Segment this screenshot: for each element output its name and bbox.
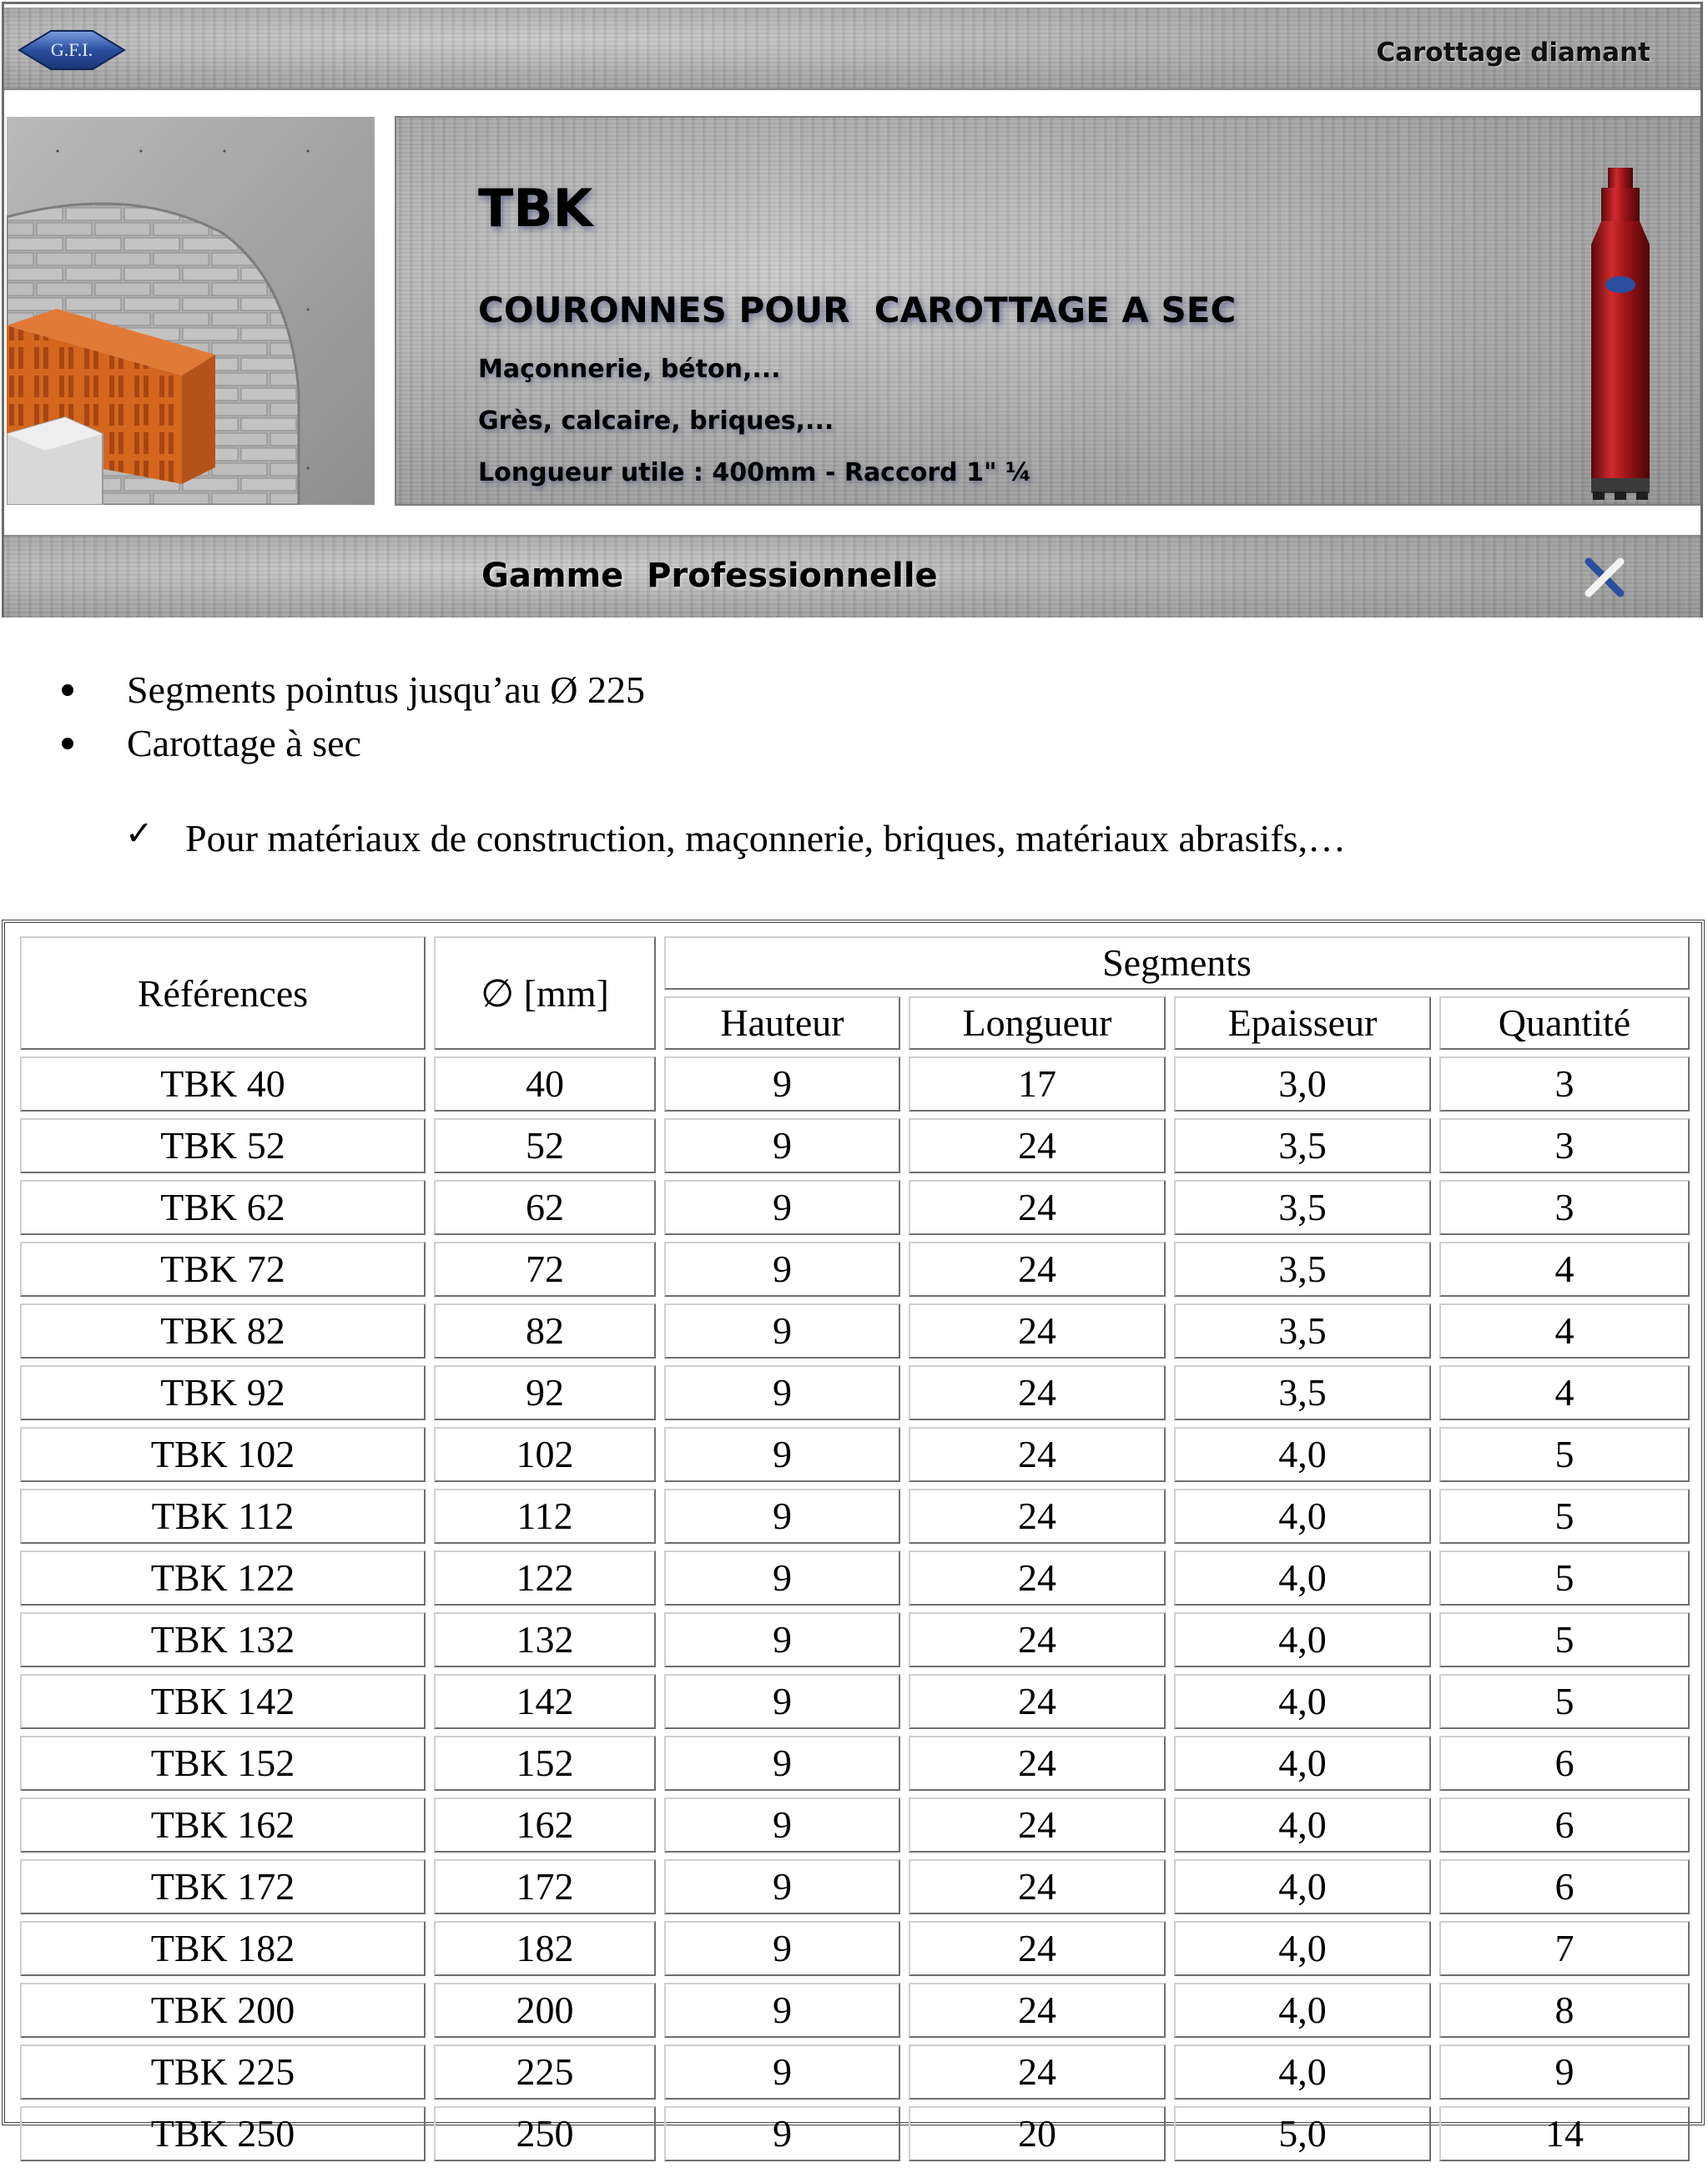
product-header-panel [395, 116, 1701, 506]
cell-epaisseur: 4,0 [1174, 1736, 1431, 1791]
gfi-logo-text: G.F.I. [50, 39, 93, 60]
list-item-text: Carottage à sec [127, 722, 361, 764]
cell-longueur: 24 [909, 1736, 1166, 1791]
cell-quantite: 14 [1439, 2106, 1690, 2161]
table-row [20, 1365, 1690, 1420]
cell-reference: TBK 152 [20, 1736, 426, 1791]
cell-epaisseur: 3,5 [1174, 1303, 1431, 1359]
cell-reference: TBK 92 [20, 1365, 426, 1420]
cell-diameter: 182 [434, 1921, 656, 1976]
cell-epaisseur: 4,0 [1174, 1674, 1431, 1729]
list-item [127, 668, 645, 712]
cell-diameter: 225 [434, 2044, 656, 2100]
specifications-table-frame [2, 920, 1705, 2155]
cell-longueur: 24 [909, 2044, 1166, 2100]
cell-hauteur: 9 [664, 2106, 900, 2161]
cell-diameter: 152 [434, 1736, 656, 1791]
table-row [20, 1797, 1690, 1853]
cell-hauteur: 9 [664, 1489, 900, 1544]
cell-quantite: 4 [1439, 1303, 1690, 1359]
product-subtitle: COURONNES POUR CAROTTAGE A SEC [478, 290, 1237, 330]
cell-hauteur: 9 [664, 1859, 900, 1914]
cell-epaisseur: 4,0 [1174, 1859, 1431, 1914]
cell-longueur: 24 [909, 1859, 1166, 1914]
cell-epaisseur: 4,0 [1174, 1612, 1431, 1667]
cell-diameter: 52 [434, 1118, 656, 1173]
cell-epaisseur: 4,0 [1174, 1921, 1431, 1976]
cell-longueur: 24 [909, 1797, 1166, 1853]
check-item-text: Pour matériaux de construction, maçonnerie, briques, matériaux abrasifs,… [185, 817, 1347, 860]
cell-reference: TBK 122 [20, 1550, 426, 1606]
cell-reference: TBK 162 [20, 1797, 426, 1853]
cell-diameter: 172 [434, 1859, 656, 1914]
cell-longueur: 20 [909, 2106, 1166, 2161]
cell-diameter: 82 [434, 1303, 656, 1359]
specifications-table [12, 930, 1698, 2168]
header-segments: Segments [664, 936, 1690, 990]
cell-longueur: 24 [909, 1365, 1166, 1420]
table-header-row [20, 936, 1690, 990]
cell-epaisseur: 3,0 [1174, 1056, 1431, 1112]
cell-epaisseur: 4,0 [1174, 2044, 1431, 2100]
feature-line: Longueur utile : 400mm - Raccord 1" ¼ [478, 458, 1032, 487]
cell-quantite: 8 [1439, 1983, 1690, 2038]
list-item-text: Segments pointus jusqu’au Ø 225 [127, 668, 645, 711]
cell-reference: TBK 172 [20, 1859, 426, 1914]
cell-longueur: 24 [909, 1921, 1166, 1976]
cell-epaisseur: 3,5 [1174, 1118, 1431, 1173]
feature-line: Maçonnerie, béton,... [478, 355, 781, 384]
cell-epaisseur: 3,5 [1174, 1365, 1431, 1420]
table-row [20, 1736, 1690, 1791]
table-row [20, 1180, 1690, 1235]
cell-hauteur: 9 [664, 1118, 900, 1173]
cell-epaisseur: 3,5 [1174, 1242, 1431, 1297]
bullet-icon [62, 738, 73, 749]
cell-hauteur: 9 [664, 1303, 900, 1359]
cell-longueur: 24 [909, 1303, 1166, 1359]
core-drill-image [1583, 168, 1658, 502]
cell-quantite: 5 [1439, 1674, 1690, 1729]
cell-hauteur: 9 [664, 1242, 900, 1297]
cell-reference: TBK 62 [20, 1180, 426, 1235]
cell-hauteur: 9 [664, 1612, 900, 1667]
table-body [20, 1056, 1690, 2161]
cell-reference: TBK 250 [20, 2106, 426, 2161]
cell-reference: TBK 200 [20, 1983, 426, 2038]
banner-top-strip [4, 8, 1700, 90]
checkmark-icon: ✓ [125, 814, 154, 853]
cell-quantite: 5 [1439, 1550, 1690, 1606]
bullet-icon [62, 684, 73, 696]
cell-quantite: 4 [1439, 1242, 1690, 1297]
cell-quantite: 5 [1439, 1612, 1690, 1667]
cell-diameter: 72 [434, 1242, 656, 1297]
table-row [20, 1489, 1690, 1544]
cell-longueur: 24 [909, 1674, 1166, 1729]
cell-diameter: 92 [434, 1365, 656, 1420]
list-item [127, 721, 361, 765]
cell-quantite: 3 [1439, 1118, 1690, 1173]
header-hauteur: Hauteur [664, 996, 900, 1050]
cell-longueur: 24 [909, 1550, 1166, 1606]
cell-reference: TBK 102 [20, 1427, 426, 1482]
cell-epaisseur: 4,0 [1174, 1427, 1431, 1482]
product-title: TBK [478, 178, 593, 239]
crossed-tools-icon [1582, 555, 1627, 600]
cell-epaisseur: 4,0 [1174, 1550, 1431, 1606]
cell-diameter: 200 [434, 1983, 656, 2038]
cell-epaisseur: 4,0 [1174, 1983, 1431, 2038]
cell-longueur: 24 [909, 1612, 1166, 1667]
cell-diameter: 122 [434, 1550, 656, 1606]
table-row [20, 2106, 1690, 2161]
cell-epaisseur: 3,5 [1174, 1180, 1431, 1235]
table-row [20, 1118, 1690, 1173]
cell-epaisseur: 4,0 [1174, 1489, 1431, 1544]
cell-diameter: 142 [434, 1674, 656, 1729]
feature-line: Grès, calcaire, briques,... [478, 406, 834, 436]
masonry-photo [7, 117, 375, 505]
cell-quantite: 6 [1439, 1736, 1690, 1791]
cell-quantite: 3 [1439, 1056, 1690, 1112]
cell-reference: TBK 52 [20, 1118, 426, 1173]
cell-hauteur: 9 [664, 1736, 900, 1791]
cell-hauteur: 9 [664, 1797, 900, 1853]
product-banner [2, 2, 1703, 618]
table-row [20, 1859, 1690, 1914]
cell-longueur: 24 [909, 1118, 1166, 1173]
cell-diameter: 40 [434, 1056, 656, 1112]
cell-hauteur: 9 [664, 1056, 900, 1112]
table-row [20, 2044, 1690, 2100]
table-row [20, 1983, 1690, 2038]
cell-quantite: 6 [1439, 1859, 1690, 1914]
cell-epaisseur: 4,0 [1174, 1797, 1431, 1853]
table-row [20, 1612, 1690, 1667]
check-list-item [125, 814, 1347, 860]
cell-diameter: 102 [434, 1427, 656, 1482]
cell-hauteur: 9 [664, 1921, 900, 1976]
cell-quantite: 5 [1439, 1427, 1690, 1482]
cell-reference: TBK 142 [20, 1674, 426, 1729]
cell-hauteur: 9 [664, 1983, 900, 2038]
cell-hauteur: 9 [664, 1180, 900, 1235]
gfi-logo [18, 28, 126, 73]
cell-reference: TBK 225 [20, 2044, 426, 2100]
cell-quantite: 9 [1439, 2044, 1690, 2100]
cell-hauteur: 9 [664, 1427, 900, 1482]
table-row [20, 1303, 1690, 1359]
header-quantite: Quantité [1439, 996, 1690, 1050]
cell-quantite: 5 [1439, 1489, 1690, 1544]
cell-diameter: 62 [434, 1180, 656, 1235]
cell-longueur: 24 [909, 1180, 1166, 1235]
cell-quantite: 4 [1439, 1365, 1690, 1420]
cell-diameter: 250 [434, 2106, 656, 2161]
cell-diameter: 132 [434, 1612, 656, 1667]
cell-hauteur: 9 [664, 1550, 900, 1606]
cell-longueur: 24 [909, 1427, 1166, 1482]
header-longueur: Longueur [909, 996, 1166, 1050]
cell-hauteur: 9 [664, 1674, 900, 1729]
cell-hauteur: 9 [664, 2044, 900, 2100]
header-references: Références [20, 936, 426, 1050]
cell-diameter: 162 [434, 1797, 656, 1853]
cell-quantite: 7 [1439, 1921, 1690, 1976]
table-row [20, 1427, 1690, 1482]
cell-hauteur: 9 [664, 1365, 900, 1420]
cell-reference: TBK 112 [20, 1489, 426, 1544]
table-row [20, 1674, 1690, 1729]
cell-reference: TBK 182 [20, 1921, 426, 1976]
cell-quantite: 6 [1439, 1797, 1690, 1853]
cell-reference: TBK 40 [20, 1056, 426, 1112]
header-diameter: ∅ [mm] [434, 936, 656, 1050]
section-label: Carottage diamant [1376, 38, 1650, 68]
table-row [20, 1550, 1690, 1606]
header-epaisseur: Epaisseur [1174, 996, 1431, 1050]
cell-longueur: 24 [909, 1983, 1166, 2038]
cell-quantite: 3 [1439, 1180, 1690, 1235]
cell-longueur: 24 [909, 1242, 1166, 1297]
cell-reference: TBK 72 [20, 1242, 426, 1297]
cell-longueur: 17 [909, 1056, 1166, 1112]
cell-longueur: 24 [909, 1489, 1166, 1544]
cell-reference: TBK 82 [20, 1303, 426, 1359]
cell-epaisseur: 5,0 [1174, 2106, 1431, 2161]
banner-bottom-strip [4, 535, 1700, 618]
table-row [20, 1056, 1690, 1112]
table-row [20, 1242, 1690, 1297]
cell-reference: TBK 132 [20, 1612, 426, 1667]
table-row [20, 1921, 1690, 1976]
cell-diameter: 112 [434, 1489, 656, 1544]
range-label: Gamme Professionnelle [481, 557, 938, 595]
